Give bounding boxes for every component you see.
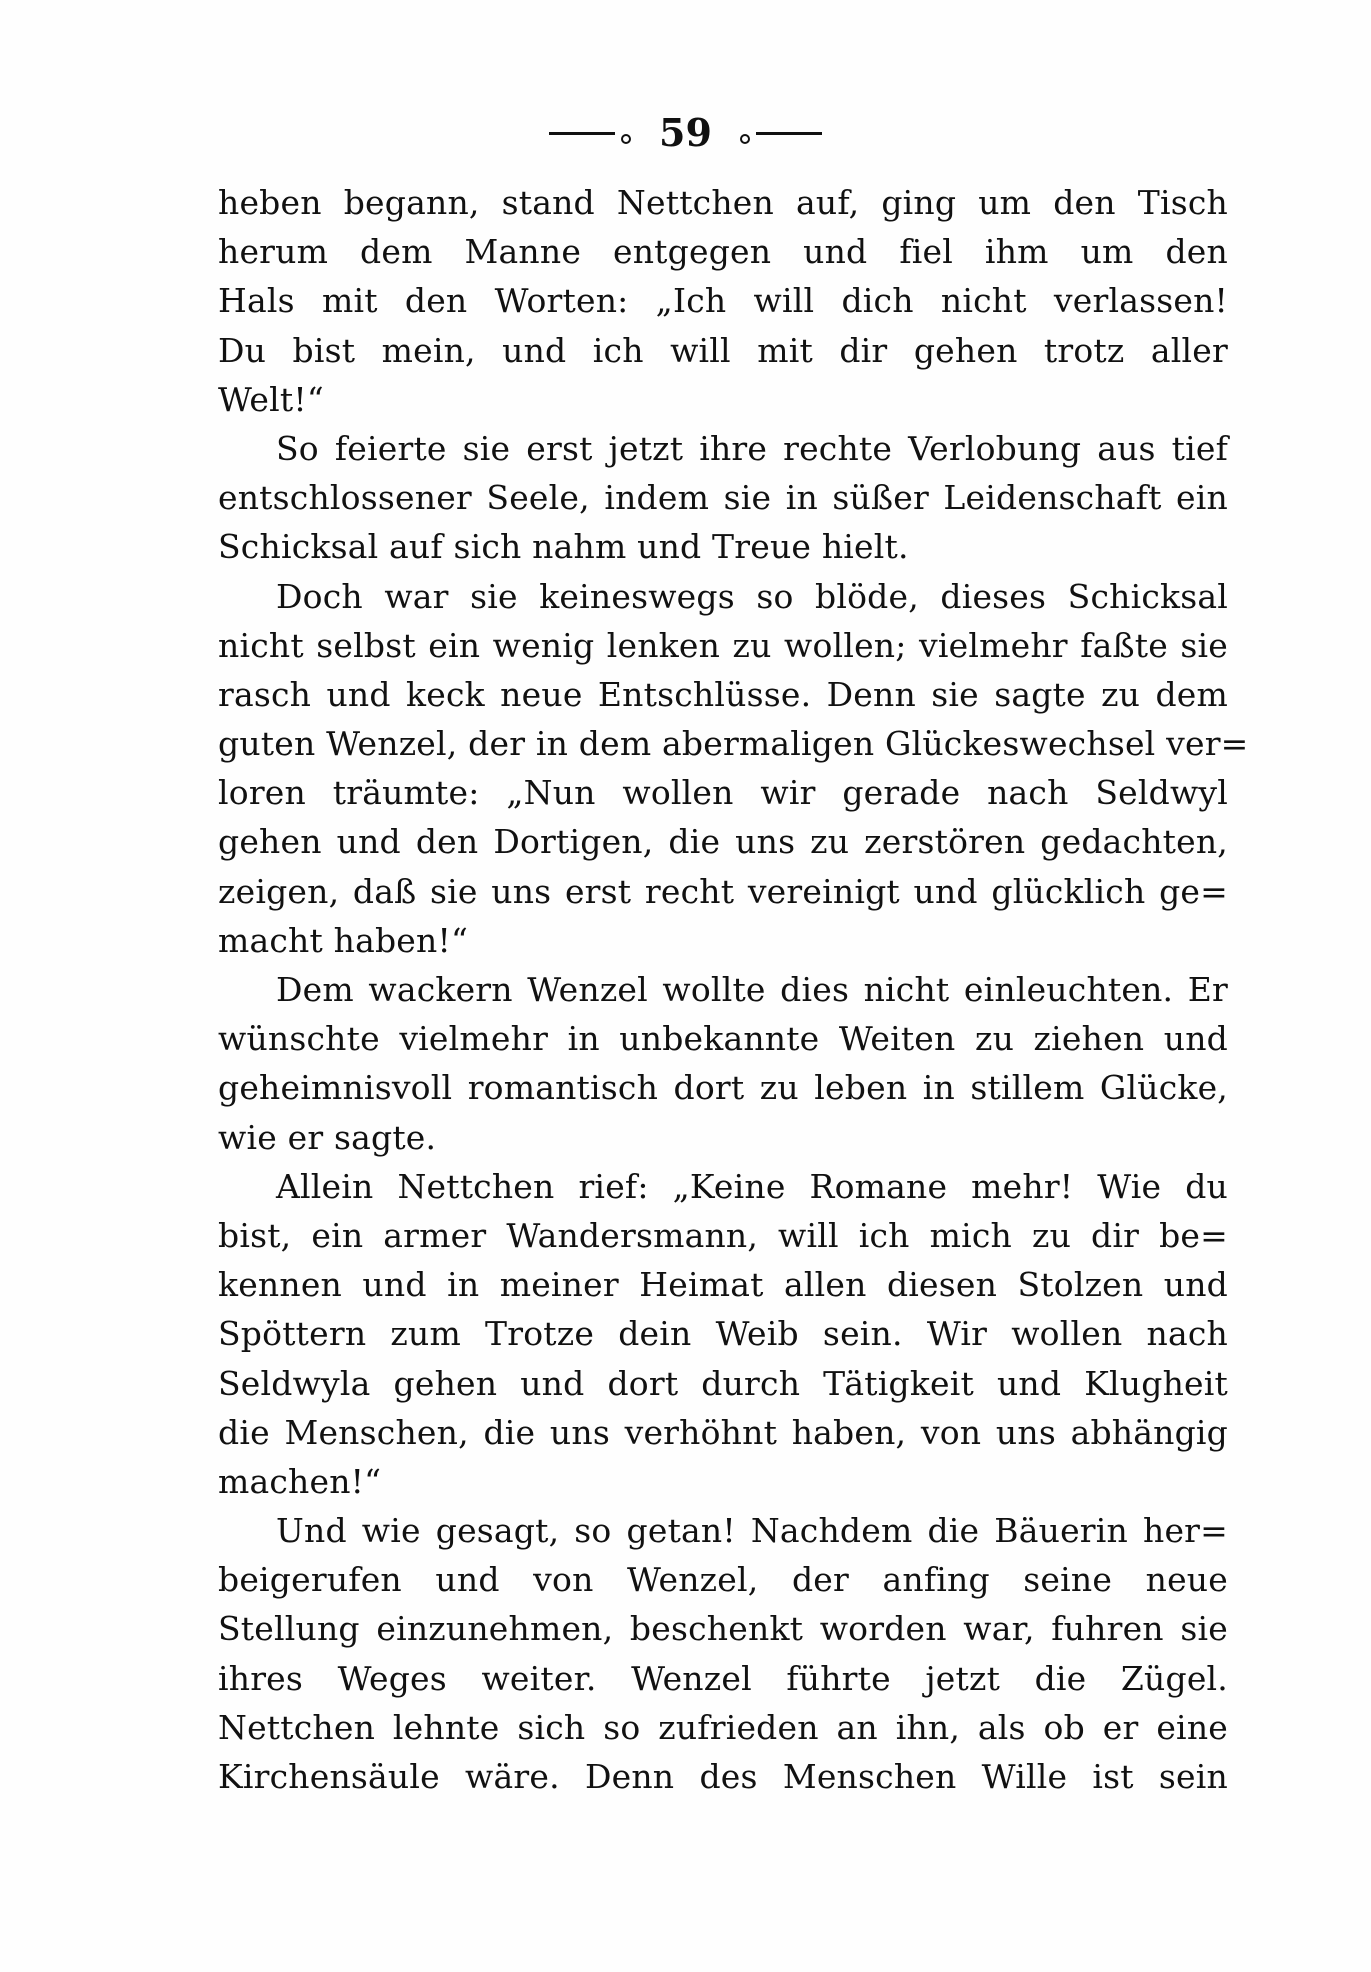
left-ornament-rule — [549, 132, 615, 135]
text-line: Du bist mein, und ich will mit dir gehen trotz aller — [218, 330, 1228, 370]
text-line: die Menschen, die uns verhöhnt haben, von uns abhängig — [218, 1412, 1228, 1452]
text-line: loren träumte: „Nun wollen wir gerade nach Seldwyl — [218, 773, 1228, 813]
text-line: Seldwyla gehen und dort durch Tätigkeit und Klugheit — [218, 1363, 1228, 1403]
text-line: bist, ein armer Wandersmann, will ich mich zu dir be= — [218, 1215, 1228, 1255]
text-line: machen!“ — [218, 1461, 382, 1501]
left-ornament-dot — [621, 134, 631, 144]
text-line: geheimnisvoll romantisch dort zu leben in stillem Glücke, — [218, 1068, 1228, 1108]
text-line: Allein Nettchen rief: „Keine Romane mehr! Wie du — [276, 1166, 1228, 1206]
text-line: Kirchensäule wäre. Denn des Menschen Wille ist sein — [218, 1757, 1228, 1796]
text-line: macht haben!“ — [218, 920, 469, 960]
body-text — [218, 178, 1249, 1801]
right-ornament-dot — [740, 134, 750, 144]
text-line: ihres Weges weiter. Wenzel führte jetzt die Zügel. — [218, 1658, 1228, 1698]
text-line: Schicksal auf sich nahm und Treue hielt. — [218, 527, 909, 567]
text-line: wünschte vielmehr in unbekannte Weiten zu ziehen und — [218, 1019, 1228, 1059]
text-line: kennen und in meiner Heimat allen diesen Stolzen und — [218, 1265, 1228, 1305]
text-line: Hals mit den Worten: „Ich will dich nicht verlassen! — [218, 281, 1228, 321]
text-line: heben begann, stand Nettchen auf, ging um den Tisch — [218, 183, 1228, 222]
text-line: So feierte sie erst jetzt ihre rechte Verlobung aus tief — [276, 428, 1228, 468]
text-line: Dem wackern Wenzel wollte dies nicht einleuchten. Er — [276, 970, 1228, 1009]
text-line: entschlossener Seele, indem sie in süßer Leidenschaft ein — [218, 478, 1228, 518]
text-line: beigerufen und von Wenzel, der anfing seine neue — [218, 1560, 1228, 1600]
text-line: Stellung einzunehmen, beschenkt worden war, fuhren sie — [218, 1609, 1228, 1649]
text-line: wie er sagte. — [218, 1117, 437, 1157]
text-line: Nettchen lehnte sich so zufrieden an ihn, als ob er eine — [218, 1707, 1228, 1747]
page-number: 59 — [659, 110, 712, 155]
text-line: guten Wenzel, der in dem abermaligen Glückeswechsel ver= — [218, 724, 1249, 764]
text-line: Und wie gesagt, so getan! Nachdem die Bäuerin her= — [276, 1511, 1228, 1551]
right-ornament-rule — [756, 132, 822, 135]
text-line: Doch war sie keineswegs so blöde, dieses Schicksal — [276, 576, 1228, 616]
text-line: rasch und keck neue Entschlüsse. Denn sie sagte zu dem — [218, 674, 1228, 714]
text-line: herum dem Manne entgegen und fiel ihm um den — [218, 232, 1228, 272]
text-line: Welt!“ — [218, 379, 324, 419]
text-line: zeigen, daß sie uns erst recht vereinigt und glücklich ge= — [218, 871, 1228, 911]
text-line: gehen und den Dortigen, die uns zu zerstören gedachten, — [218, 822, 1228, 862]
text-line: nicht selbst ein wenig lenken zu wollen; vielmehr faßte sie — [218, 625, 1228, 665]
text-line: Spöttern zum Trotze dein Weib sein. Wir wollen nach — [218, 1314, 1228, 1354]
page-header — [0, 108, 1371, 158]
